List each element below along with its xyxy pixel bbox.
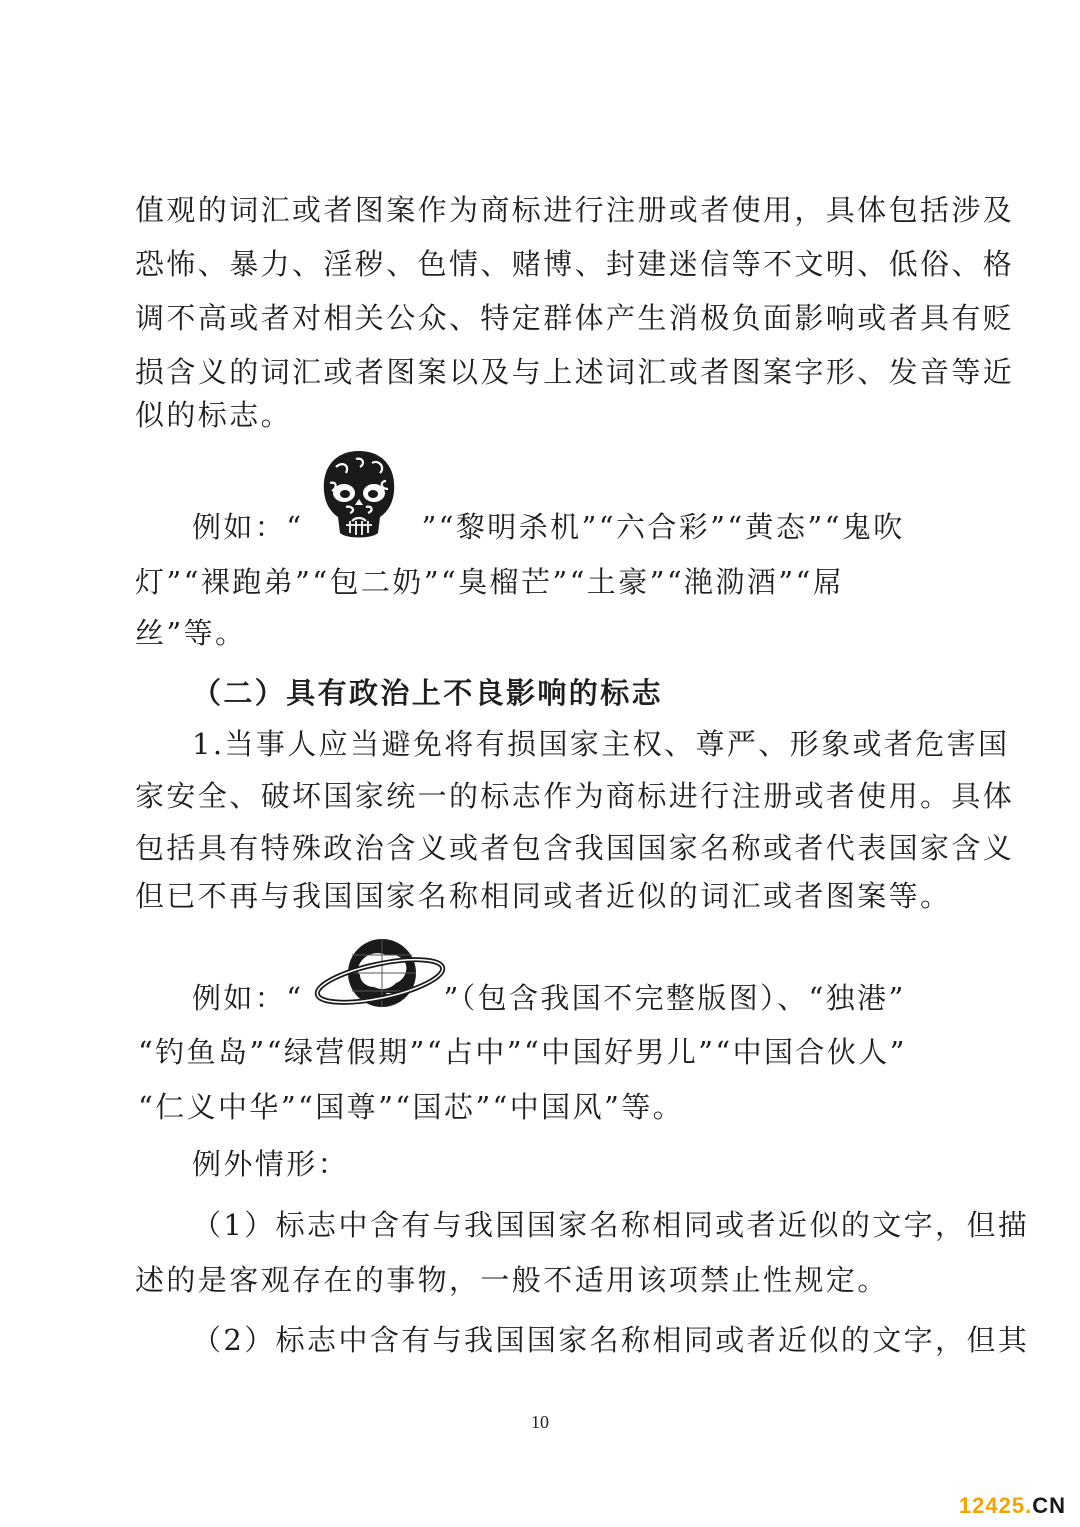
paragraph2-line-3: 包括具有特殊政治含义或者包含我国国家名称或者代表国家含义 <box>135 831 1015 865</box>
example2-line1-rest: ”（包含我国不完整版图）、“独港” <box>443 981 906 1015</box>
paragraph2-line-4: 但已不再与我国国家名称相同或者近似的词汇或者图案等。 <box>135 879 952 913</box>
site-watermark <box>959 1493 1066 1519</box>
example1-line1-rest: ”“黎明杀机”“六合彩”“黄态”“鬼吹 <box>421 510 905 544</box>
example2-line-1 <box>192 978 952 1018</box>
paragraph2-line-2: 家安全、破坏国家统一的标志作为商标进行注册或者使用。具体 <box>135 779 1015 813</box>
watermark-dot: . <box>1025 1493 1033 1518</box>
paragraph1-line-2: 恐怖、暴力、淫秽、色情、赌博、封建迷信等不文明、低俗、格 <box>135 247 1015 281</box>
paragraph1-line-5: 似的标志。 <box>135 398 293 432</box>
example2-line-3: “仁义中华”“国尊”“国芯”“中国风”等。 <box>138 1090 685 1124</box>
exception-item1-line-2: 述的是客观存在的事物，一般不适用该项禁止性规定。 <box>135 1263 889 1297</box>
section-heading: （二）具有政治上不良影响的标志 <box>192 676 664 710</box>
exception-item1-line-1: （1）标志中含有与我国国家名称相同或者近似的文字，但描 <box>192 1208 1030 1242</box>
exception-item2-line-1: （2）标志中含有与我国国家名称相同或者近似的文字，但其 <box>192 1323 1030 1357</box>
paragraph1-line-1: 值观的词汇或者图案作为商标进行注册或者使用，具体包括涉及 <box>135 193 1015 227</box>
watermark-suffix: CN <box>1032 1493 1066 1518</box>
paragraph2-line-1: 1.当事人应当避免将有损国家主权、尊严、形象或者危害国 <box>192 727 1010 761</box>
globe-map-logo <box>312 935 448 1017</box>
example1-prefix: 例如：“ <box>192 510 304 544</box>
paragraph1-line-3: 调不高或者对相关公众、特定群体产生消极负面影响或者具有贬 <box>135 301 1015 335</box>
skull-logo <box>316 447 402 543</box>
example2-prefix: 例如：“ <box>192 981 304 1015</box>
example1-line-3: 丝”等。 <box>135 616 247 650</box>
example2-line-2: “钓鱼岛”“绿营假期”“占中”“中国好男儿”“中国合伙人” <box>138 1035 907 1069</box>
exceptions-heading: 例外情形： <box>192 1147 350 1181</box>
example1-line-1 <box>192 507 952 547</box>
watermark-number: 12425 <box>958 1493 1026 1518</box>
paragraph1-line-4: 损含义的词汇或者图案以及与上述词汇或者图案字形、发音等近 <box>135 355 1015 389</box>
example1-line-2: 灯”“裸跑弟”“包二奶”“臭榴芒”“土豪”“滟泐酒”“屌 <box>135 565 845 599</box>
page-number: 10 <box>531 1412 549 1432</box>
